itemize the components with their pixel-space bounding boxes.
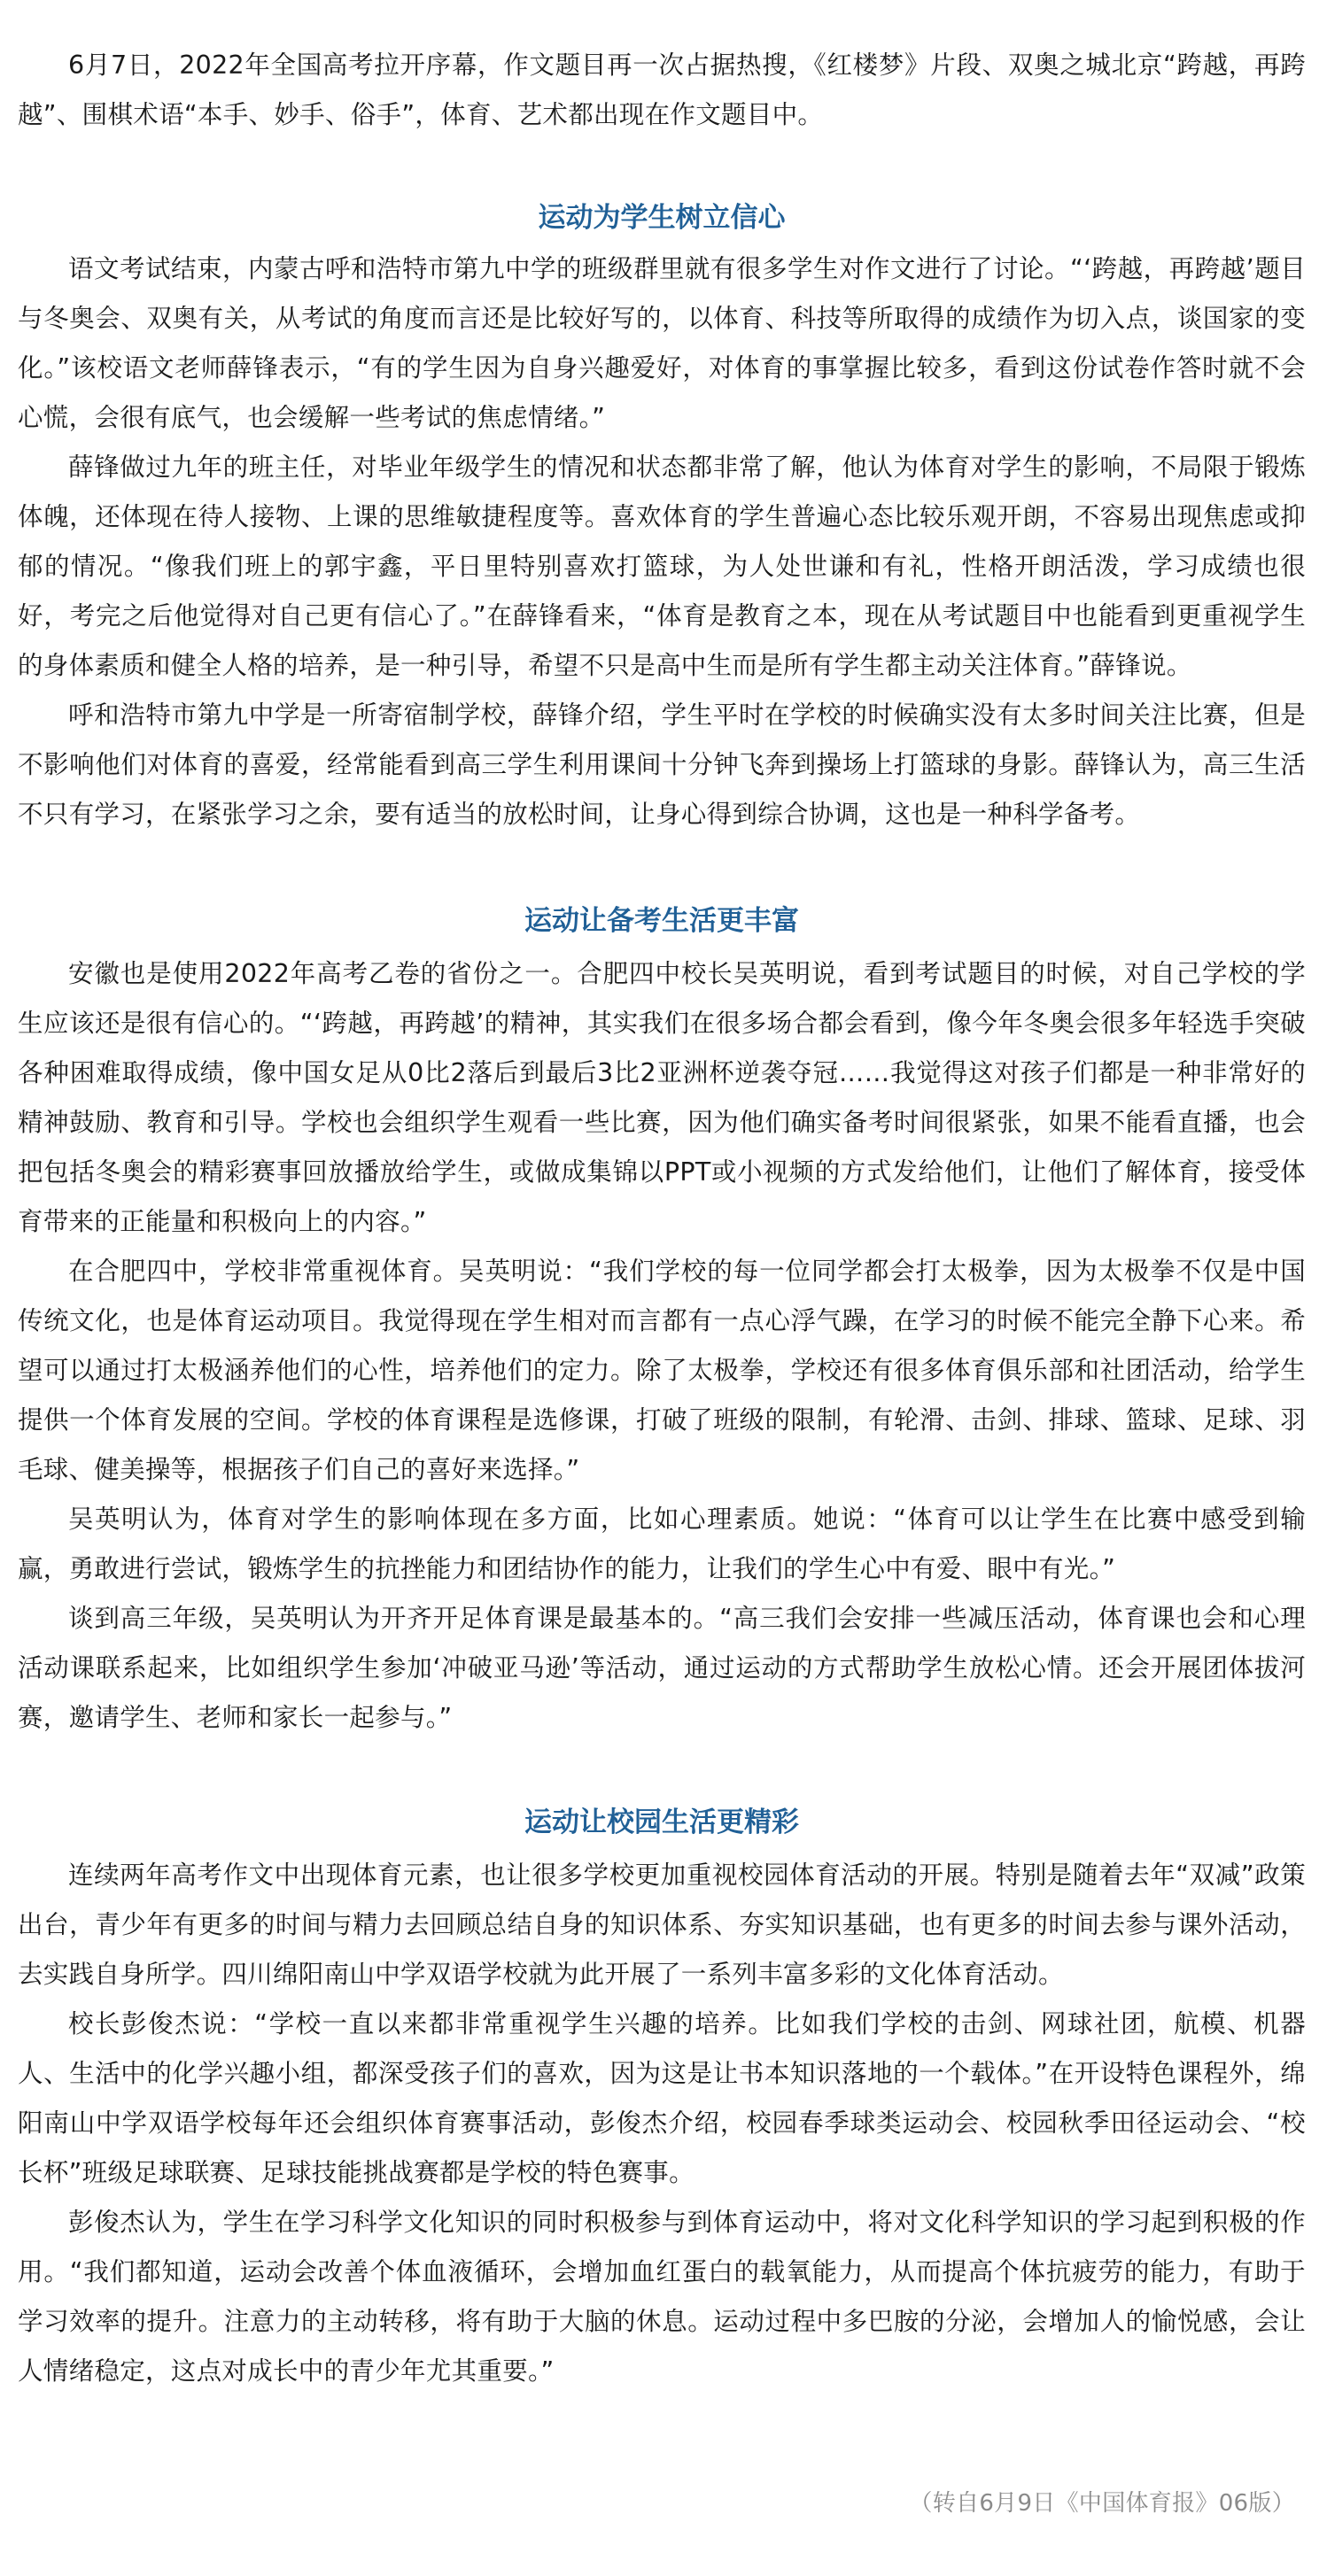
paragraph: 吴英明认为，体育对学生的影响体现在多方面，比如心理素质。她说：“体育可以让学生在比赛中感受到输赢，勇敢进行尝试，锻炼学生的抗挫能力和团结协作的能力，让我们的学生心中有爱、眼中有光。” [18, 1505, 1306, 1583]
intro-paragraph: 6月7日，2022年全国高考拉开序幕，作文题目再一次占据热搜，《红楼梦》片段、双奥之城北京“跨越，再跨越”、围棋术语“本手、妙手、俗手”，体育、艺术都出现在作文题目中。 [18, 50, 1306, 129]
section-heading: 运动让备考生活更丰富 [524, 905, 799, 937]
paragraph: 校长彭俊杰说：“学校一直以来都非常重视学生兴趣的培养。比如我们学校的击剑、网球社团，航模、机器人、生活中的化学兴趣小组，都深受孩子们的喜欢，因为这是让书本知识落地的一个载体。”在开设特色课程外，绵阳南山中学双语学校每年还会组织体育赛事活动，彭俊杰介绍，校园春季球类运动会、校园秋季田径运动会、“校长杯”班级足球联赛、足球技能挑战赛都是学校的特色赛事。 [18, 2009, 1306, 2187]
paragraph: 彭俊杰认为，学生在学习科学文化知识的同时积极参与到体育运动中，将对文化科学知识的学习起到积极的作用。“我们都知道，运动会改善个体血液循环，会增加血红蛋白的载氧能力，从而提高个体抗疲劳的能力，有助于学习效率的提升。注意力的主动转移，将有助于大脑的休息。运动过程中多巴胺的分泌，会增加人的愉悦感，会让人情绪稳定，这点对成长中的青少年尤其重要。” [18, 2208, 1306, 2386]
paragraph: 连续两年高考作文中出现体育元素，也让很多学校更加重视校园体育活动的开展。特别是随着去年“双减”政策出台，青少年有更多的时间与精力去回顾总结自身的知识体系、夯实知识基础，也有更多的时间去参与课外活动，去实践自身所学。四川绵阳南山中学双语学校就为此开展了一系列丰富多彩的文化体育活动。 [18, 1860, 1306, 1989]
section-heading: 运动为学生树立信心 [538, 202, 786, 234]
section-campus-life [18, 1796, 1306, 2396]
source-credit: （转自6月9日《中国体育报》06版） [909, 2490, 1295, 2517]
section-confidence [18, 191, 1306, 839]
paragraph: 呼和浩特市第九中学是一所寄宿制学校，薛锋介绍，学生平时在学校的时候确实没有太多时间关注比赛，但是不影响他们对体育的喜爱，经常能看到高三学生利用课间十分钟飞奔到操场上打篮球的身影。薛锋认为，高三生活不只有学习，在紧张学习之余，要有适当的放松时间，让身心得到综合协调，这也是一种科学备考。 [18, 700, 1306, 829]
paragraph: 安徽也是使用2022年高考乙卷的省份之一。合肥四中校长吴英明说，看到考试题目的时候，对自己学校的学生应该还是很有信心的。“‘跨越，再跨越’的精神，其实我们在很多场合都会看到，像今年冬奥会很多年轻选手突破各种困难取得成绩，像中国女足从0比2落后到最后3比2亚洲杯逆袭夺冠……我觉得这对孩子们都是一种非常好的精神鼓励、教育和引导。学校也会组织学生观看一些比赛，因为他们确实备考时间很紧张，如果不能看直播，也会把包括冬奥会的精彩赛事回放播放给学生，或做成集锦以PPT或小视频的方式发给他们，让他们了解体育，接受体育带来的正能量和积极向上的内容。” [18, 959, 1306, 1236]
paragraph: 在合肥四中，学校非常重视体育。吴英明说：“我们学校的每一位同学都会打太极拳，因为太极拳不仅是中国传统文化，也是体育运动项目。我觉得现在学生相对而言都有一点心浮气躁，在学习的时候不能完全静下心来。希望可以通过打太极涵养他们的心性，培养他们的定力。除了太极拳，学校还有很多体育俱乐部和社团活动，给学生提供一个体育发展的空间。学校的体育课程是选修课，打破了班级的限制，有轮滑、击剑、排球、篮球、足球、羽毛球、健美操等，根据孩子们自己的喜好来选择。” [18, 1257, 1306, 1484]
paragraph: 语文考试结束，内蒙古呼和浩特市第九中学的班级群里就有很多学生对作文进行了讨论。“‘跨越，再跨越’题目与冬奥会、双奥有关，从考试的角度而言还是比较好写的，以体育、科技等所取得的成绩作为切入点，谈国家的变化。”该校语文老师薛锋表示，“有的学生因为自身兴趣爱好，对体育的事掌握比较多，看到这份试卷作答时就不会心慌，会很有底气，也会缓解一些考试的焦虑情绪。” [18, 254, 1306, 432]
section-richer-life [18, 894, 1306, 1743]
paragraph: 谈到高三年级，吴英明认为开齐开足体育课是最基本的。“高三我们会安排一些减压活动，体育课也会和心理活动课联系起来，比如组织学生参加‘冲破亚马逊’等活动，通过运动的方式帮助学生放松心情。还会开展团体拔河赛，邀请学生、老师和家长一起参与。” [18, 1604, 1306, 1732]
section-heading: 运动让校园生活更精彩 [524, 1806, 799, 1838]
paragraph: 薛锋做过九年的班主任，对毕业年级学生的情况和状态都非常了解，他认为体育对学生的影响，不局限于锻炼体魄，还体现在待人接物、上课的思维敏捷程度等。喜欢体育的学生普遍心态比较乐观开朗，不容易出现焦虑或抑郁的情况。“像我们班上的郭宇鑫，平日里特别喜欢打篮球，为人处世谦和有礼，性格开朗活泼，学习成绩也很好，考完之后他觉得对自己更有信心了。”在薛锋看来，“体育是教育之本，现在从考试题目中也能看到更重视学生的身体素质和健全人格的培养，是一种引导，希望不只是高中生而是所有学生都主动关注体育。”薛锋说。 [18, 453, 1306, 680]
